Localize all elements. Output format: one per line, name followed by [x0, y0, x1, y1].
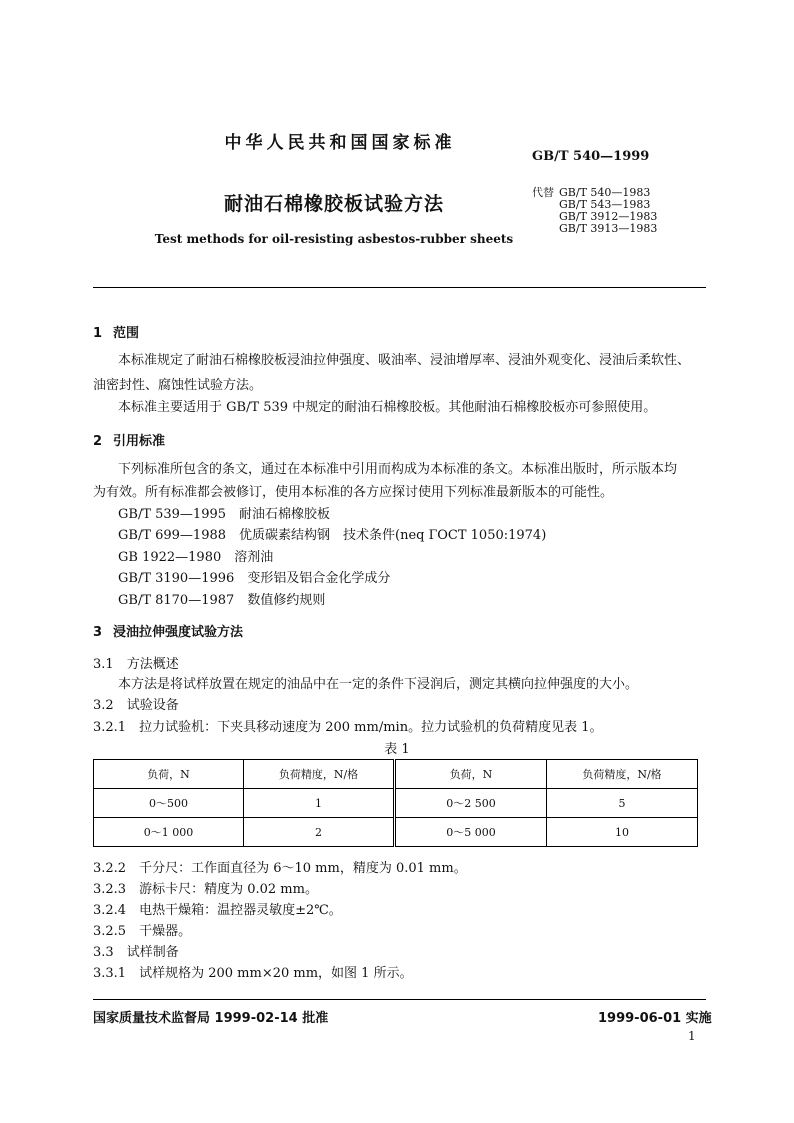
reference-item: GB/T 699—1988 优质碳素结构钢 技术条件(neq ГОСТ 1050:1974)	[118, 528, 547, 543]
clause-3-2-4: 3.2.4 电热干燥箱：温控器灵敏度±2℃。	[93, 903, 342, 918]
page-number: 1	[688, 1029, 696, 1043]
subsection-3-1-heading: 3.1 方法概述	[93, 657, 179, 672]
table-header-cell: 负荷精度，N/格	[547, 760, 698, 789]
section-2-paragraph-cont: 为有效。所有标准都会被修订，使用本标准的各方应探讨使用下列标准最新版本的可能性。	[93, 485, 614, 500]
header-divider	[93, 287, 706, 288]
national-standard-heading: 中华人民共和国国家标准	[224, 133, 456, 153]
table-header-cell: 负荷，N	[94, 760, 244, 789]
footer-divider	[93, 999, 706, 1000]
table-cell: 10	[547, 818, 698, 847]
table-cell: 0～2 500	[395, 789, 547, 818]
replaced-standard: GB/T 540—1983	[559, 186, 651, 199]
section-3-heading: 3 浸油拉伸强度试验方法	[93, 625, 244, 640]
clause-3-2-5: 3.2.5 干燥器。	[93, 924, 192, 939]
section-1-paragraph-1-cont: 油密封性、腐蚀性试验方法。	[93, 378, 263, 393]
table-cell: 0～500	[94, 789, 244, 818]
table-caption: 表 1	[384, 742, 410, 757]
clause-3-2-2: 3.2.2 千分尺：工作面直径为 6～10 mm，精度为 0.01 mm。	[93, 861, 467, 876]
reference-item: GB 1922—1980 溶剂油	[118, 550, 274, 565]
table-cell: 1	[244, 789, 395, 818]
subsection-3-3-heading: 3.3 试样制备	[93, 945, 179, 960]
subsection-3-2-heading: 3.2 试验设备	[93, 698, 179, 713]
table-header-row	[94, 760, 698, 789]
table-cell: 0～1 000	[94, 818, 244, 847]
reference-item: GB/T 3190—1996 变形铝及铝合金化学成分	[118, 571, 391, 586]
clause-3-3-1: 3.3.1 试样规格为 200 mm×20 mm，如图 1 所示。	[93, 966, 413, 981]
section-2-heading: 2 引用标准	[93, 434, 166, 449]
section-1-heading: 1 范围	[93, 326, 140, 341]
standard-number: GB/T 540—1999	[532, 149, 650, 164]
section-2-paragraph: 下列标准所包含的条文，通过在本标准中引用而构成为本标准的条文。本标准出版时，所示版本均	[118, 462, 678, 477]
table-cell: 0～5 000	[395, 818, 547, 847]
approval-statement: 国家质量技术监督局 1999-02-14 批准	[93, 1011, 329, 1026]
replaced-standard: GB/T 3912—1983	[559, 210, 658, 223]
table-row	[94, 789, 698, 818]
table-header-cell: 负荷，N	[395, 760, 547, 789]
effective-date: 1999-06-01 实施	[598, 1011, 712, 1026]
table-header-cell: 负荷精度，N/格	[244, 760, 395, 789]
clause-3-2-3: 3.2.3 游标卡尺：精度为 0.02 mm。	[93, 882, 318, 897]
section-1-paragraph-2: 本标准主要适用于 GB/T 539 中规定的耐油石棉橡胶板。其他耐油石棉橡胶板亦可参照使用。	[118, 400, 657, 415]
table-cell: 5	[547, 789, 698, 818]
clause-3-2-1: 3.2.1 拉力试验机：下夹具移动速度为 200 mm/min。拉力试验机的负荷精度见表 1。	[93, 720, 603, 735]
reference-item: GB/T 8170—1987 数值修约规则	[118, 593, 326, 608]
table-row	[94, 818, 698, 847]
document-title-english: Test methods for oil-resisting asbestos-rubber sheets	[154, 232, 514, 246]
load-accuracy-table	[93, 759, 698, 847]
reference-item: GB/T 539—1995 耐油石棉橡胶板	[118, 507, 331, 522]
replaced-standard: GB/T 3913—1983	[559, 222, 658, 235]
replaced-standard: GB/T 543—1983	[559, 198, 651, 211]
document-title: 耐油石棉橡胶板试验方法	[223, 193, 444, 215]
replaces-label: 代替	[532, 186, 554, 199]
replaces-block	[532, 187, 657, 235]
table-cell: 2	[244, 818, 395, 847]
section-1-paragraph-1: 本标准规定了耐油石棉橡胶板浸油拉伸强度、吸油率、浸油增厚率、浸油外观变化、浸油后柔软性、	[118, 353, 691, 368]
subsection-3-1-paragraph: 本方法是将试样放置在规定的油品中在一定的条件下浸润后，测定其横向拉伸强度的大小。	[118, 677, 639, 692]
